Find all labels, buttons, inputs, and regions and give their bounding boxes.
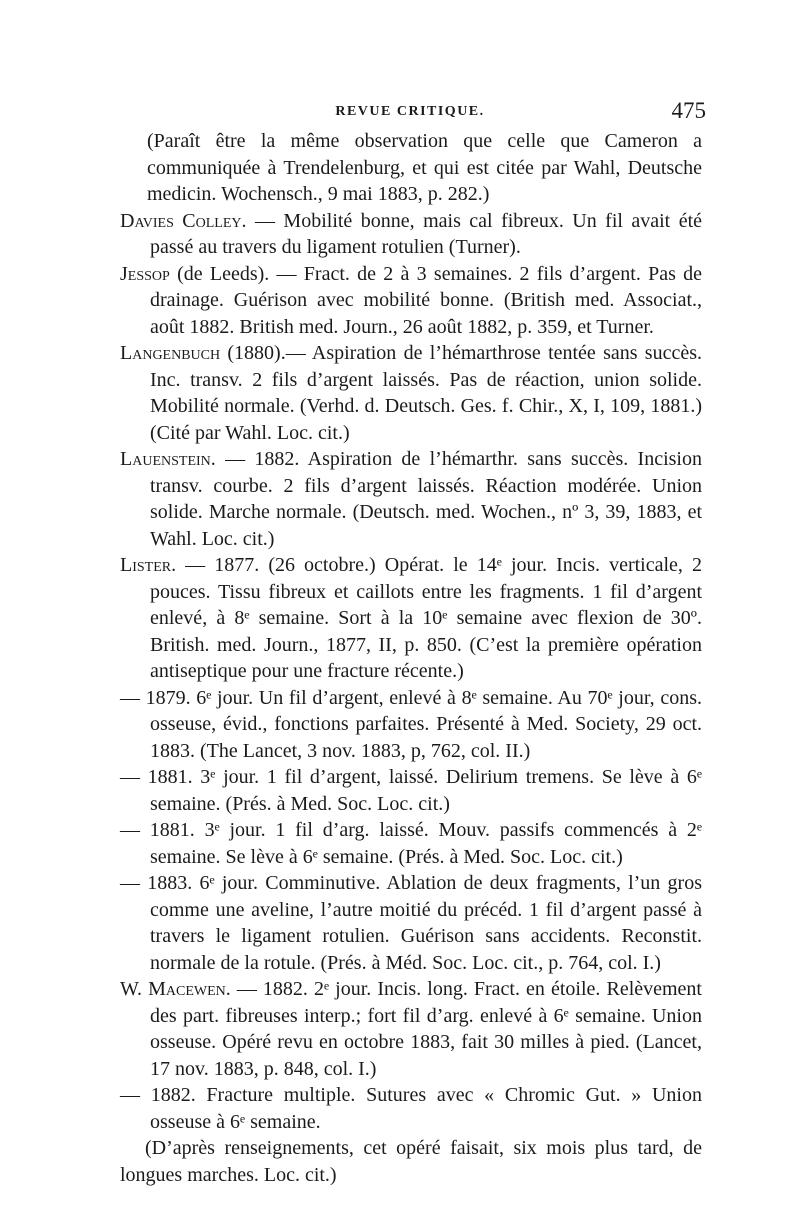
paragraph-lister-1881-a — [0, 764, 800, 817]
paragraph-lister-1883 — [0, 870, 800, 976]
paragraph-text: — 1882. Aspiration de l’hémarthr. sans succès. Incision transv. courbe. 2 fils d’argent laissés. Réaction modérée. Union solide. Marche normale. (Deutsch. med. Wochen., nº 3, 39, 1883, et Wahl. Loc. cit.) — [150, 448, 702, 550]
paragraph-cameron-note — [0, 128, 800, 208]
paragraph-text: — 1881. 3ᵉ jour. 1 fil d’arg. laissé. Mouv. passifs commencés à 2ᵉ semaine. Se lève à 6ᵉ semaine. (Prés. à Med. Soc. Loc. cit.) — [120, 819, 702, 868]
author-name: W. Macewen. — [120, 978, 231, 1000]
author-name: Davies Colley. — [120, 209, 247, 232]
paragraph-lauenstein — [0, 446, 800, 552]
paragraph-text: (D’après renseignements, cet opéré faisait, six mois plus tard, de longues marches. Loc. cit.) — [120, 1137, 702, 1186]
paragraph-text: — 1881. 3ᵉ jour. 1 fil d’argent, laissé. Delirium tremens. Se lève à 6ᵉ semaine. (Prés. à Med. Soc. Loc. cit.) — [120, 766, 702, 815]
paragraph-text: — 1883. 6ᵉ jour. Comminutive. Ablation de deux fragments, l’un gros comme une aveline, l’autre moitié du précéd. 1 fil d’argent passé à travers le ligament rotulien. Guérison sans accidents. Reconstit. normale de la rotule. (Prés. à Méd. Soc. Loc. cit., p. 764, col. I.) — [120, 872, 702, 974]
paragraph-text: — 1882. Fracture multiple. Sutures avec « Chromic Gut. » Union osseuse à 6ᵉ semaine. — [120, 1084, 702, 1133]
paragraph-text: (de Leeds). — Fract. de 2 à 3 semaines. 2 fils d’argent. Pas de drainage. Guérison avec mobilité bonne. (British med. Associat., août 1882. British med. Journ., 26 août 1882, p. 359, et Turner. — [150, 262, 702, 338]
page-body — [0, 128, 800, 1188]
author-name: Jessop — [120, 262, 170, 285]
author-name: Lister. — [120, 554, 177, 576]
page-header — [100, 98, 720, 124]
paragraph-macewen — [0, 976, 800, 1082]
running-title: REVUE CRITIQUE. — [335, 104, 485, 119]
paragraph-lister-1879 — [0, 685, 800, 765]
paragraph-lister-1881-b — [0, 817, 800, 870]
paragraph-text: — Mobilité bonne, mais cal fibreux. Un fil avait été passé au travers du ligament rotulien (Turner). — [150, 209, 703, 258]
paragraph-macewen-1882 — [0, 1082, 800, 1135]
paragraph-text: (Paraît être la même observation que celle que Cameron a communiquée à Trendelenburg, et qui est citée par Wahl, Deutsche medicin. Wochensch., 9 mai 1883, p. 282.) — [147, 130, 702, 205]
page-number: 475 — [671, 98, 706, 123]
paragraph-final-note — [0, 1135, 800, 1188]
paragraph-text: — 1882. 2ᵉ jour. Incis. long. Fract. en étoile. Relèvement des part. fibreuses interp.; fort fil d’arg. enlevé à 6ᵉ semaine. Union osseuse. Opéré revu en octobre 1883, fait 30 milles à pied. (Lancet, 17 nov. 1883, p. 848, col. I.) — [150, 978, 702, 1080]
paragraph-text: (1880).— Aspiration de l’hémarthrose tentée sans succès. Inc. transv. 2 fils d’argent laissés. Pas de réaction, union solide. Mobilité normale. (Verhd. d. Deutsch. Ges. f. Chir., X, I, 109, 1881.) (Cité par Wahl. Loc. cit.) — [150, 342, 702, 444]
paragraph-text: — 1877. (26 octobre.) Opérat. le 14ᵉ jour. Incis. verticale, 2 pouces. Tissu fibreux et caillots entre les fragments. 1 fil d’argent enlevé, à 8ᵉ semaine. Sort à la 10ᵉ semaine avec flexion de 30º. British. med. Journ., 1877, II, p. 850. (C’est la première opération antiseptique pour une fracture récente.) — [150, 554, 702, 682]
author-name: Lauenstein. — [120, 448, 216, 470]
paragraph-langenbuch — [0, 340, 800, 446]
author-name: Langenbuch — [120, 342, 221, 364]
paragraph-lister — [0, 552, 800, 685]
paragraph-text: — 1879. 6ᵉ jour. Un fil d’argent, enlevé à 8ᵉ semaine. Au 70ᵉ jour, cons. osseuse, évid., fonctions parfaites. Présenté à Med. Society, 29 oct. 1883. (The Lancet, 3 nov. 1883, p, 762, col. II.) — [120, 686, 702, 762]
paragraph-davies-colley — [0, 208, 800, 261]
paragraph-jessop — [0, 261, 800, 341]
